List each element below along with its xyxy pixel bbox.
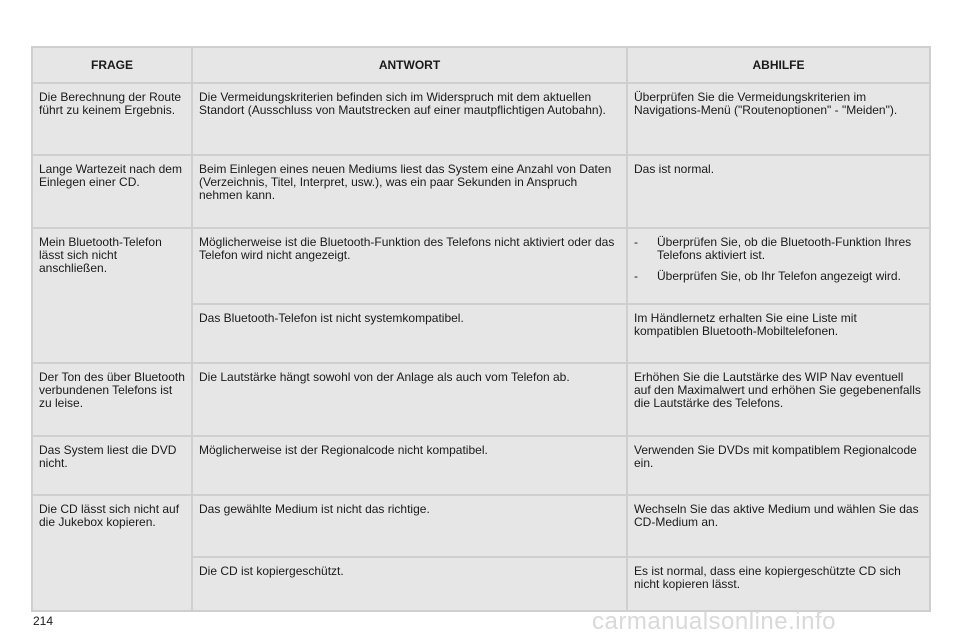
antwort-cell: Die Lautstärke hängt sowohl von der Anlage als auch vom Telefon ab.	[192, 363, 627, 436]
antwort-cell: Das Bluetooth-Telefon ist nicht systemkompatibel.	[192, 304, 627, 363]
frage-cell: Mein Bluetooth-Telefon lässt sich nicht anschließen.	[32, 228, 192, 363]
table-row	[32, 228, 930, 304]
antwort-cell: Möglicherweise ist die Bluetooth-Funktion des Telefons nicht aktiviert oder das Telefon wird nicht angezeigt.	[192, 228, 627, 304]
abhilfe-cell: Das ist normal.	[627, 155, 930, 228]
abhilfe-cell: Überprüfen Sie die Vermeidungskriterien im Navigations-Menü ("Routenoptionen" - "Meiden").	[627, 83, 930, 155]
abhilfe-cell	[627, 228, 930, 304]
dash-bullet: -	[634, 269, 638, 283]
abhilfe-cell: Verwenden Sie DVDs mit kompatiblem Regionalcode ein.	[627, 436, 930, 495]
frage-cell: Lange Wartezeit nach dem Einlegen einer CD.	[32, 155, 192, 228]
watermark: carmanualsonline.info	[592, 608, 836, 635]
abhilfe-cell: Erhöhen Sie die Lautstärke des WIP Nav eventuell auf den Maximalwert und erhöhen Sie gegebenenfalls die Lautstärke des Telefons.	[627, 363, 930, 436]
frage-cell: Die Berechnung der Route führt zu keinem Ergebnis.	[32, 83, 192, 155]
frage-cell: Der Ton des über Bluetooth verbundenen Telefons ist zu leise.	[32, 363, 192, 436]
frage-cell: Das System liest die DVD nicht.	[32, 436, 192, 495]
abhilfe-cell: Es ist normal, dass eine kopiergeschützte CD sich nicht kopieren lässt.	[627, 557, 930, 611]
abhilfe-cell: Im Händlernetz erhalten Sie eine Liste mit kompatiblen Bluetooth-Mobiltelefonen.	[627, 304, 930, 363]
antwort-cell: Beim Einlegen eines neuen Mediums liest das System eine Anzahl von Daten (Verzeichnis, Titel, Interpret, usw.), was ein paar Sekunden in Anspruch nehmen kann.	[192, 155, 627, 228]
table-row	[32, 495, 930, 557]
table-header-row	[32, 47, 930, 83]
table-row	[32, 436, 930, 495]
table-row	[32, 155, 930, 228]
antwort-cell: Die Vermeidungskriterien befinden sich im Widerspruch mit dem aktuellen Standort (Ausschluss von Mautstrecken auf einer mautpflichtigen Autobahn).	[192, 83, 627, 155]
abhilfe-list	[634, 236, 923, 283]
table-row	[32, 363, 930, 436]
dash-bullet: -	[634, 235, 638, 249]
header-abhilfe: ABHILFE	[627, 47, 930, 83]
header-frage: FRAGE	[32, 47, 192, 83]
list-item-text: Überprüfen Sie, ob Ihr Telefon angezeigt wird.	[657, 269, 901, 283]
list-item	[634, 236, 923, 262]
faq-table	[31, 46, 931, 612]
page-number: 214	[33, 614, 54, 628]
antwort-cell: Das gewählte Medium ist nicht das richtige.	[192, 495, 627, 557]
list-item	[634, 270, 923, 283]
antwort-cell: Die CD ist kopiergeschützt.	[192, 557, 627, 611]
abhilfe-cell: Wechseln Sie das aktive Medium und wählen Sie das CD-Medium an.	[627, 495, 930, 557]
list-item-text: Überprüfen Sie, ob die Bluetooth-Funktion Ihres Telefons aktiviert ist.	[657, 235, 912, 262]
antwort-cell: Möglicherweise ist der Regionalcode nicht kompatibel.	[192, 436, 627, 495]
frage-cell: Die CD lässt sich nicht auf die Jukebox kopieren.	[32, 495, 192, 611]
table-row	[32, 83, 930, 155]
header-antwort: ANTWORT	[192, 47, 627, 83]
